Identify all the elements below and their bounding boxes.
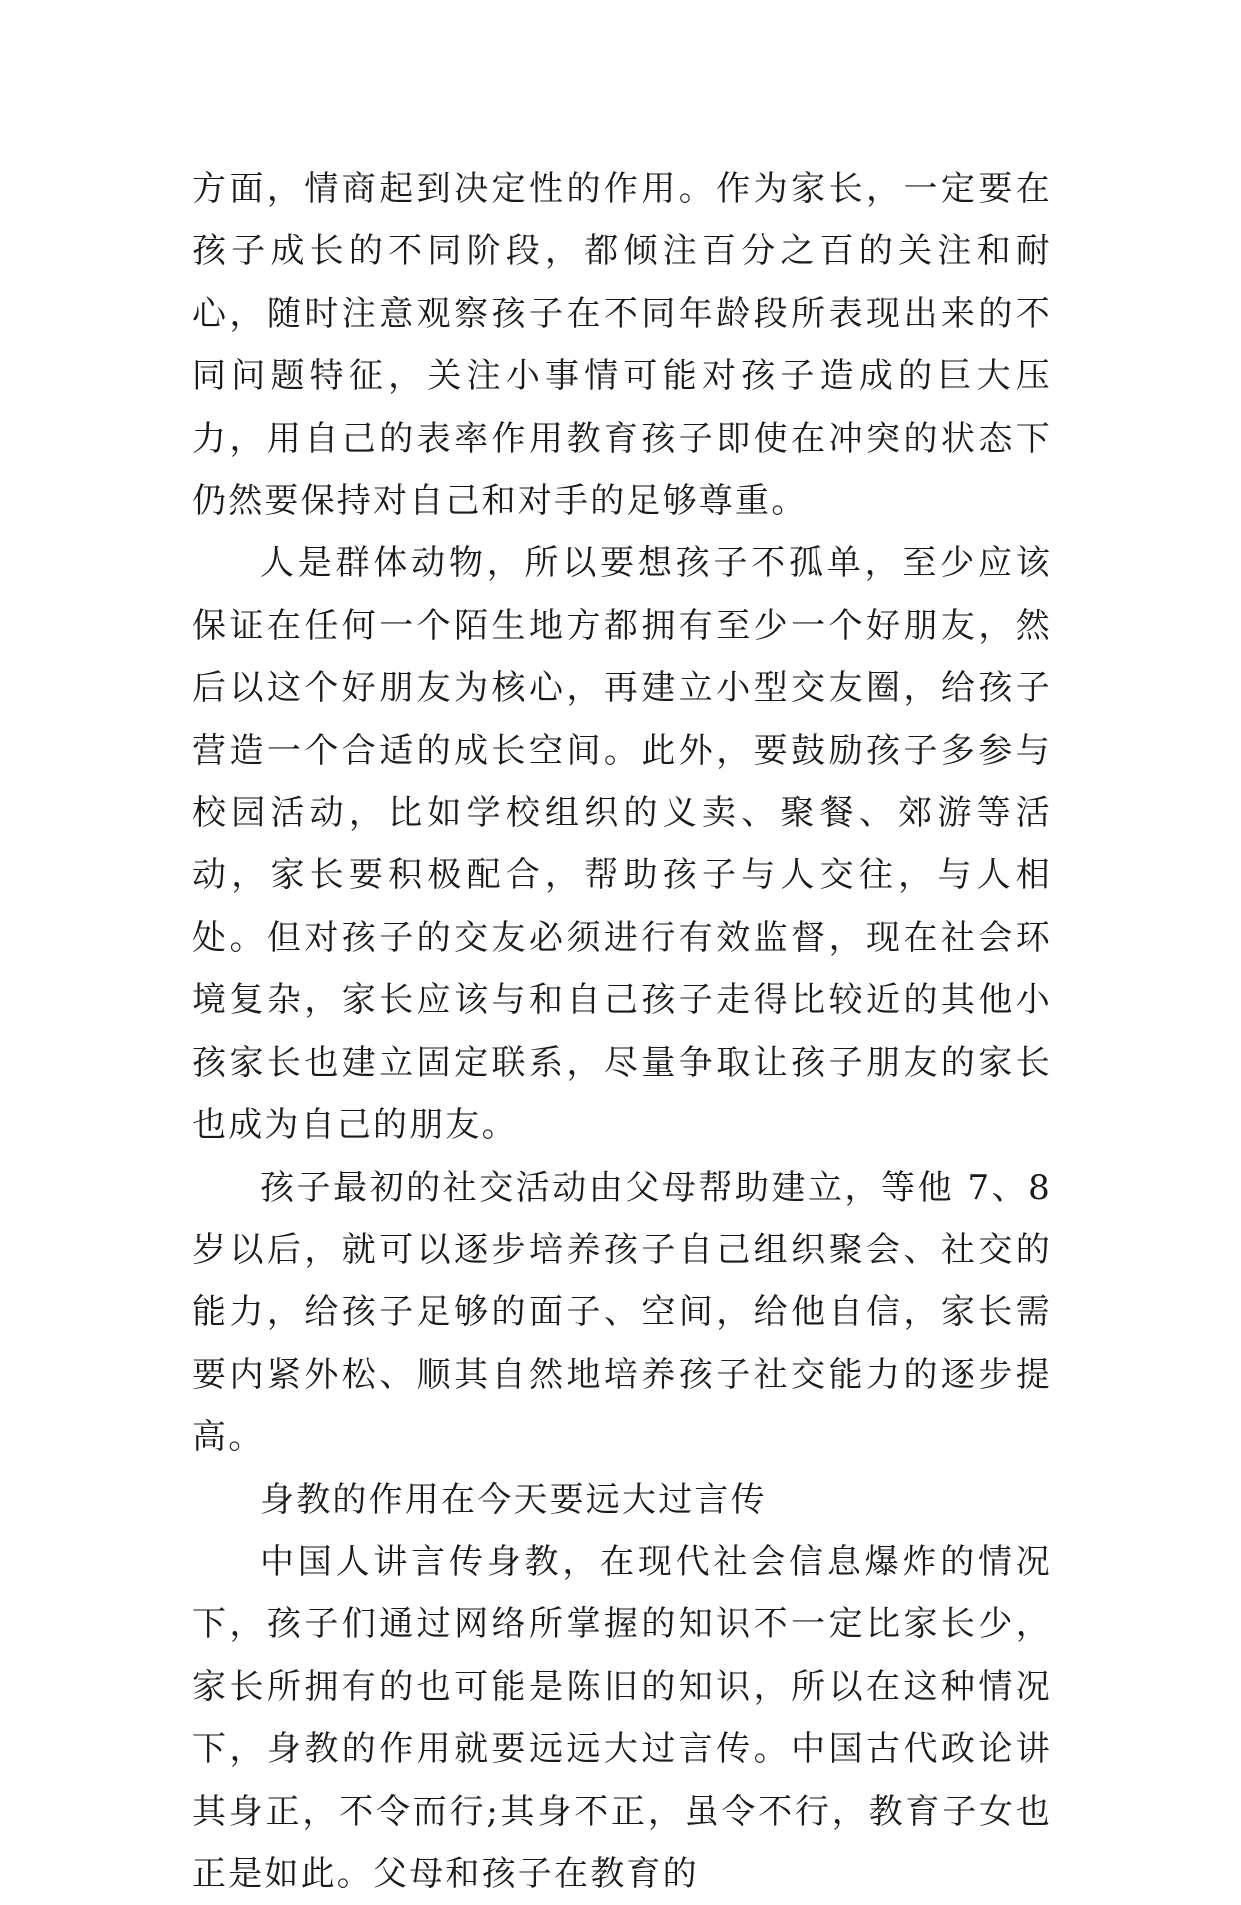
document-body	[192, 158, 1052, 1905]
paragraph-social-skills: 孩子最初的社交活动由父母帮助建立，等他 7、8 岁以后，就可以逐步培养孩子自己组织聚会、社交的能力，给孩子足够的面子、空间，给他自信，家长需要内紧外松、顺其自然地培养孩子社交能力的逐步提高。	[192, 1167, 1052, 1458]
paragraph-continuation: 方面，情商起到决定性的作用。作为家长，一定要在孩子成长的不同阶段，都倾注百分之百的关注和耐心，随时注意观察孩子在不同年龄段所表现出来的不同问题特征，关注小事情可能对孩子造成的巨大压力，用自己的表率作用教育孩子即使在冲突的状态下仍然要保持对自己和对手的足够尊重。	[192, 169, 1052, 522]
paragraph-lead-by-example: 中国人讲言传身教，在现代社会信息爆炸的情况下，孩子们通过网络所掌握的知识不一定比家长少，家长所拥有的也可能是陈旧的知识，所以在这种情况下，身教的作用就要远远大过言传。中国古代政论讲其身正，不令而行;其身不正，虽令不行，教育子女也正是如此。父母和孩子在教育的	[192, 1541, 1052, 1894]
paragraph-friendship: 人是群体动物，所以要想孩子不孤单，至少应该保证在任何一个陌生地方都拥有至少一个好朋友，然后以这个好朋友为核心，再建立小型交友圈，给孩子营造一个合适的成长空间。此外，要鼓励孩子多参与校园活动，比如学校组织的义卖、聚餐、郊游等活动，家长要积极配合，帮助孩子与人交往，与人相处。但对孩子的交友必须进行有效监督，现在社会环境复杂，家长应该与和自己孩子走得比较近的其他小孩家长也建立固定联系，尽量争取让孩子朋友的家长也成为自己的朋友。	[192, 543, 1052, 1146]
section-heading: 身教的作用在今天要远大过言传	[260, 1479, 767, 1520]
